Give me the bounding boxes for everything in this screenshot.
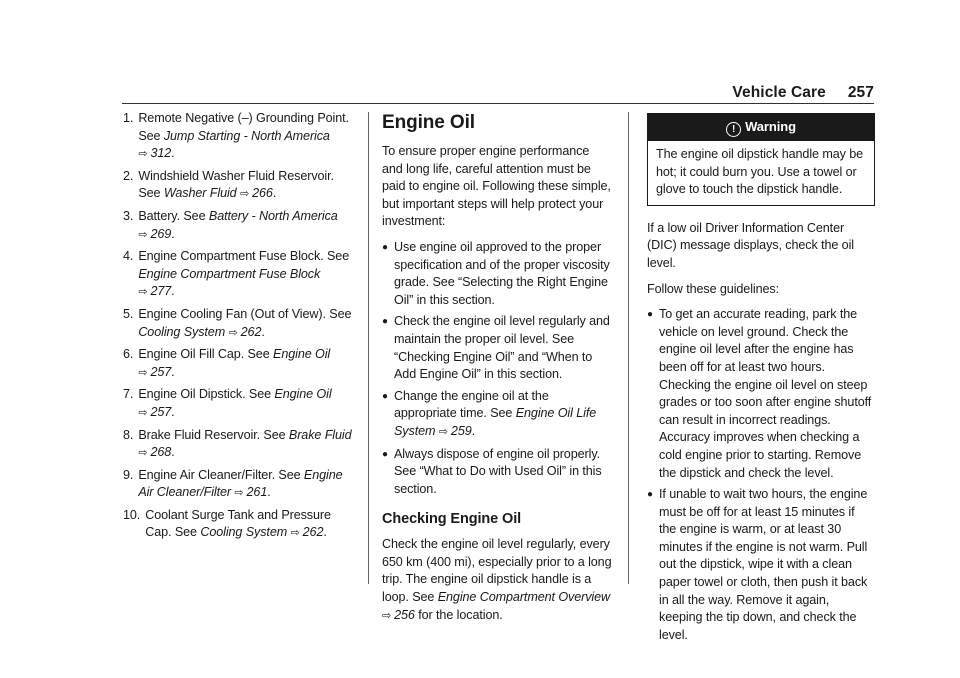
list-item: 6. Engine Oil Fill Cap. See Engine Oil ⇨ 257. xyxy=(123,346,353,382)
page-ref-number[interactable]: 266 xyxy=(252,186,273,201)
running-header xyxy=(732,84,874,102)
list-item: 2. Windshield Washer Fluid Reservoir. See Washer Fluid ⇨ 266. xyxy=(123,168,353,204)
cross-reference-link[interactable]: Cooling System xyxy=(138,324,226,339)
body-paragraph: Check the engine oil level regularly, every 650 km (400 mi), especially prior to a long trip. The engine oil dipstick handle is a loop. See Engine Compartment Overview ⇨ 256 for the location. xyxy=(382,537,612,622)
page-ref-number[interactable]: 268 xyxy=(150,445,172,460)
legend-list xyxy=(123,110,353,547)
warning-text: The engine oil dipstick handle may be hot; it could burn you. Use a towel or glove to touch the dipstick handle. xyxy=(656,147,864,197)
section-title: Vehicle Care xyxy=(732,84,826,101)
intro-paragraph: To ensure proper engine performance and long life, careful attention must be paid to engine oil. Following these simple, but important steps will help protect your investment: xyxy=(382,144,611,229)
page-ref-arrow-icon: ⇨ xyxy=(138,366,148,379)
item-number: 5. xyxy=(123,306,134,321)
engine-oil-section xyxy=(382,110,612,633)
list-item: 8. Brake Fluid Reservoir. See Brake Fluid ⇨ 268. xyxy=(123,427,353,463)
item-text: Coolant Surge Tank and Pressure Cap. See xyxy=(145,507,331,540)
page-ref-number[interactable]: 257 xyxy=(150,404,172,419)
list-item: 10. Coolant Surge Tank and Pressure Cap. See Cooling System ⇨ 262. xyxy=(123,507,353,543)
page-ref-arrow-icon: ⇨ xyxy=(138,447,148,460)
cross-reference-link[interactable]: Engine Oil xyxy=(274,387,332,402)
page-ref-number[interactable]: 269 xyxy=(150,226,172,241)
page-ref-number[interactable]: 257 xyxy=(150,364,172,379)
bullet-text: To get an accurate reading, park the vehicle on level ground. Check the engine oil level after the engine has been off for at least two hours. Checking the engine oil level on steep grades or too soon after engine shutoff can result in incorrect readings. Accuracy improves when checking a cold engine prior to starting. Remove the dipstick and check the level. xyxy=(659,307,872,480)
page-ref-number[interactable]: 277 xyxy=(150,284,172,299)
subsection-heading: Checking Engine Oil xyxy=(382,511,522,528)
bullet-text: If unable to wait two hours, the engine must be off for at least 15 minutes if the engine is warm, or at least 30 minutes if the engine is not warm. Pull out the dipstick, wipe it with a clean paper towel or cloth, then push it back in all the way. Remove it again, keeping the tip down, and check the level. xyxy=(659,487,868,642)
bullet-text: Always dispose of engine oil properly. See “What to Do with Used Oil” in this section. xyxy=(394,446,602,496)
item-text: Battery. See xyxy=(138,208,209,223)
item-text: Engine Air Cleaner/Filter. See xyxy=(138,467,304,482)
bullet-text: Check the engine oil level regularly and maintain the proper oil level. See “Checking Engine Oil” and “When to Add Engine Oil” in this section. xyxy=(394,314,610,382)
page-ref-arrow-icon: ⇨ xyxy=(138,148,148,161)
page-ref-arrow-icon: ⇨ xyxy=(234,487,244,500)
bullet-text: Use engine oil approved to the proper specification and of the proper viscosity grade. See “Selecting the Right Engine Oil” in this section. xyxy=(394,239,610,307)
guidelines-intro: Follow these guidelines: xyxy=(647,281,780,296)
item-number: 10. xyxy=(123,507,141,522)
cross-reference-link[interactable]: Engine Compartment Overview xyxy=(437,590,611,605)
page-ref-number[interactable]: 261 xyxy=(246,485,268,500)
item-text: Brake Fluid Reservoir. See xyxy=(138,427,289,442)
item-number: 7. xyxy=(123,387,134,402)
cross-reference-link[interactable]: Engine Compartment Fuse Block xyxy=(138,266,321,281)
page-ref-number[interactable]: 256 xyxy=(394,607,415,622)
cross-reference-link[interactable]: Battery - North America xyxy=(208,208,338,223)
item-number: 4. xyxy=(123,249,134,264)
bullet-text: Change the engine oil at the appropriate time. See xyxy=(394,388,549,421)
page-ref-number[interactable]: 262 xyxy=(302,525,324,540)
page-ref-arrow-icon: ⇨ xyxy=(138,228,148,241)
list-item: 4. Engine Compartment Fuse Block. See Engine Compartment Fuse Block ⇨ 277. xyxy=(123,248,353,302)
column-divider xyxy=(628,112,629,584)
item-number: 2. xyxy=(123,168,134,183)
bullet-icon: ● xyxy=(382,316,388,328)
item-number: 8. xyxy=(123,427,134,442)
warning-title: Warning xyxy=(745,119,796,134)
list-item xyxy=(382,313,612,383)
page-ref-arrow-icon: ⇨ xyxy=(228,326,238,339)
warning-header xyxy=(648,114,874,141)
cross-reference-link[interactable]: Jump Starting - North America xyxy=(163,128,330,143)
list-item xyxy=(382,239,612,309)
item-number: 9. xyxy=(123,467,134,482)
list-item: 7. Engine Oil Dipstick. See Engine Oil ⇨ 257. xyxy=(123,386,353,422)
page-ref-arrow-icon: ⇨ xyxy=(382,609,392,622)
item-text: Engine Oil Dipstick. See xyxy=(138,387,275,402)
list-item xyxy=(647,306,875,482)
list-item: 9. Engine Air Cleaner/Filter. See Engine Air Cleaner/Filter ⇨ 261. xyxy=(123,467,353,503)
item-text: Engine Compartment Fuse Block. See xyxy=(138,249,350,264)
warning-icon: ! xyxy=(726,122,741,137)
page-ref-arrow-icon: ⇨ xyxy=(138,406,148,419)
cross-reference-link[interactable]: Brake Fluid xyxy=(288,427,352,442)
cross-reference-link[interactable]: Engine Oil xyxy=(273,347,331,362)
bullet-icon: ● xyxy=(382,241,388,253)
page-ref-arrow-icon: ⇨ xyxy=(438,425,448,438)
bullet-icon: ● xyxy=(382,390,388,402)
item-number: 1. xyxy=(123,111,134,125)
warning-box xyxy=(647,113,875,206)
list-item xyxy=(382,446,612,499)
list-item: 3. Battery. See Battery - North America ⇨ 269. xyxy=(123,208,353,244)
item-number: 6. xyxy=(123,347,134,362)
bullet-icon: ● xyxy=(647,309,653,321)
column-divider xyxy=(368,112,369,584)
bullet-icon: ● xyxy=(382,448,388,460)
list-item: 5. Engine Cooling Fan (Out of View). See Cooling System ⇨ 262. xyxy=(123,306,353,342)
list-item: ● Change the engine oil at the appropriate time. See Engine Oil Life System ⇨ 259. xyxy=(382,388,612,442)
page-ref-number[interactable]: 312 xyxy=(150,146,172,161)
bullet-icon: ● xyxy=(647,489,653,501)
cross-reference-link[interactable]: Cooling System xyxy=(200,525,288,540)
header-rule xyxy=(122,103,874,104)
item-text: Windshield Washer Fluid Reservoir. See xyxy=(138,168,334,201)
page-ref-arrow-icon: ⇨ xyxy=(138,286,148,299)
list-item: 1. Remote Negative (–) Grounding Point. See Jump Starting - North America ⇨ 312. xyxy=(123,110,353,164)
cross-reference-link[interactable]: Engine Air Cleaner/Filter xyxy=(138,467,343,500)
page-number: 257 xyxy=(847,84,874,101)
page-ref-number[interactable]: 262 xyxy=(240,324,262,339)
warning-and-guidelines xyxy=(647,110,875,648)
dic-paragraph: If a low oil Driver Information Center (DIC) message displays, check the oil level. xyxy=(647,220,854,270)
cross-reference-link[interactable]: Engine Oil Life System xyxy=(394,406,597,438)
section-heading: Engine Oil xyxy=(382,112,475,133)
cross-reference-link[interactable]: Washer Fluid xyxy=(163,186,237,201)
item-text: Remote Negative (–) Grounding Point. See xyxy=(138,111,349,143)
page-ref-arrow-icon: ⇨ xyxy=(240,188,250,201)
list-item xyxy=(647,486,875,644)
item-text: Engine Cooling Fan (Out of View). See xyxy=(138,306,352,321)
item-text: Engine Oil Fill Cap. See xyxy=(138,347,274,362)
item-number: 3. xyxy=(123,208,134,223)
page-ref-arrow-icon: ⇨ xyxy=(290,527,300,540)
page-ref-number[interactable]: 259 xyxy=(450,423,472,438)
